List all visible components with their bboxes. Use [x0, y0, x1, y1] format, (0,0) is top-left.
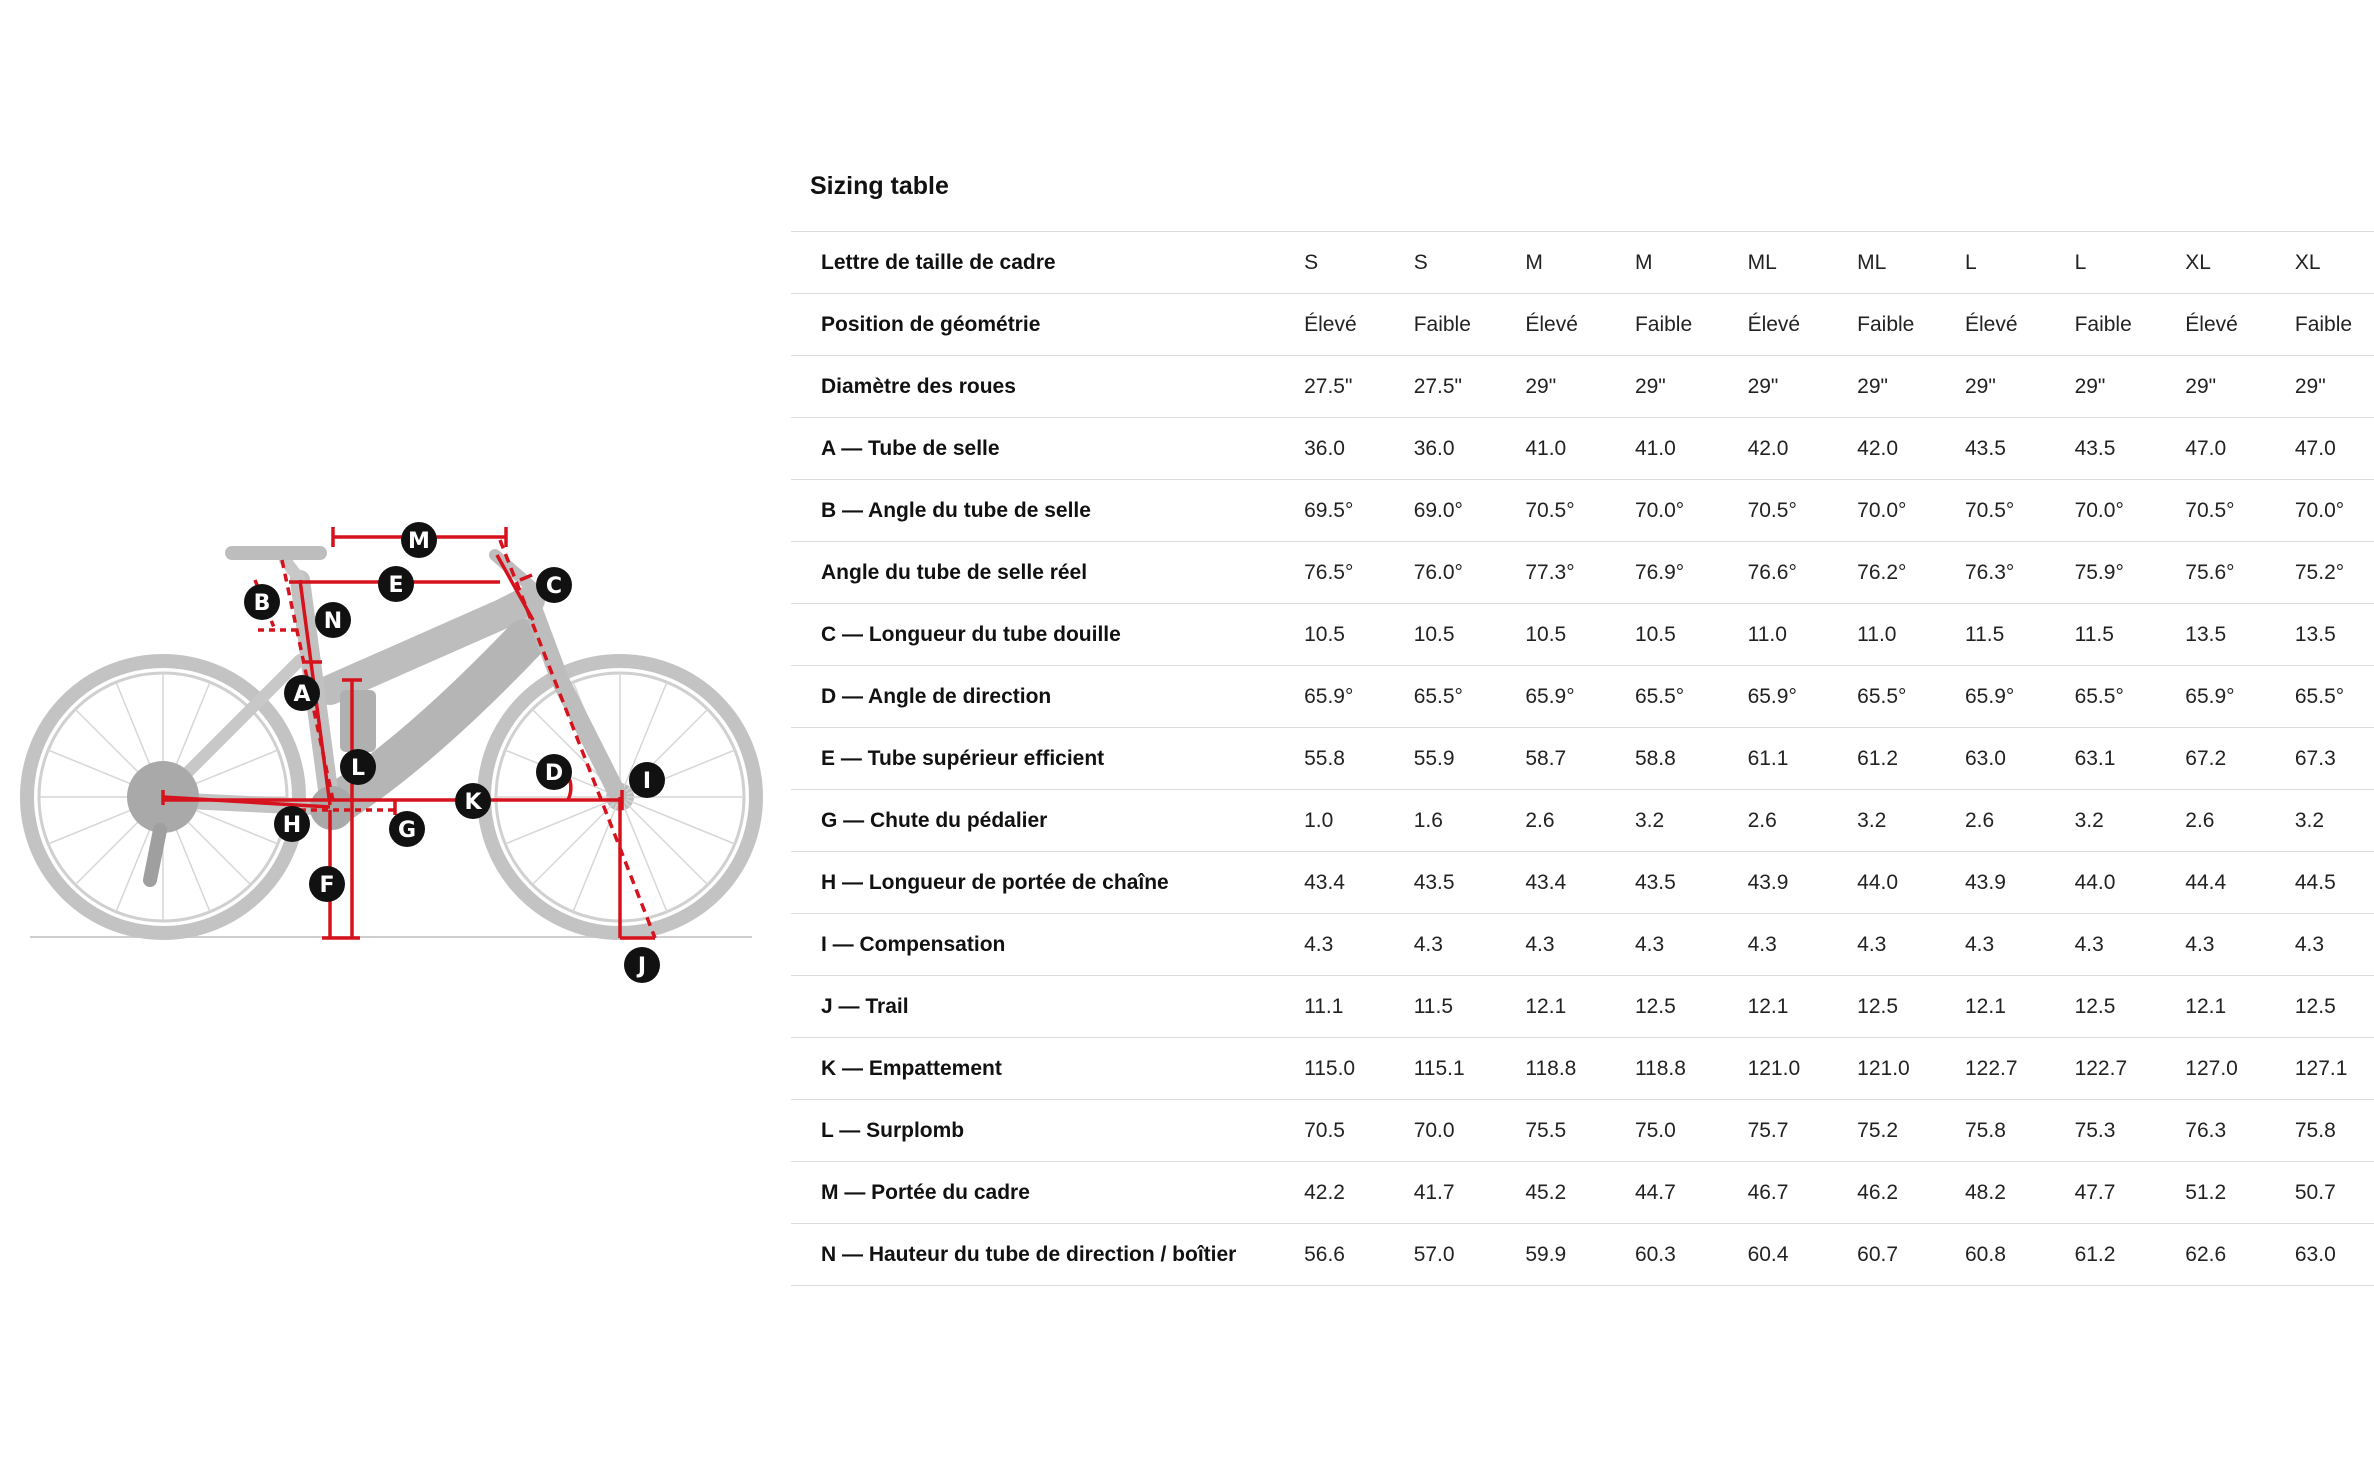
- sizing-table-body: [791, 232, 2374, 1286]
- table-cell: 122.7: [2075, 1038, 2186, 1100]
- table-cell: 13.5: [2295, 604, 2374, 666]
- svg-text:C: C: [545, 574, 563, 599]
- table-cell: 12.5: [1857, 976, 1965, 1038]
- table-row: [791, 1162, 2374, 1224]
- table-cell: 3.2: [1857, 790, 1965, 852]
- table-cell: 47.0: [2185, 418, 2295, 480]
- table-row: [791, 418, 2374, 480]
- table-row: [791, 542, 2374, 604]
- svg-text:L: L: [350, 756, 366, 781]
- table-cell: 46.2: [1857, 1162, 1965, 1224]
- table-cell: 118.8: [1525, 1038, 1635, 1100]
- table-cell: 4.3: [1635, 914, 1748, 976]
- table-row: [791, 790, 2374, 852]
- table-cell: 75.5: [1525, 1100, 1635, 1162]
- svg-text:H: H: [282, 813, 302, 838]
- row-label: J — Trail: [791, 976, 1304, 1038]
- table-cell: 57.0: [1414, 1224, 1526, 1286]
- table-cell: M: [1525, 232, 1635, 294]
- table-cell: 10.5: [1414, 604, 1526, 666]
- table-cell: 121.0: [1857, 1038, 1965, 1100]
- table-cell: 4.3: [1748, 914, 1858, 976]
- table-cell: 70.5: [1304, 1100, 1414, 1162]
- table-cell: 29": [2295, 356, 2374, 418]
- table-cell: 45.2: [1525, 1162, 1635, 1224]
- table-cell: 127.0: [2185, 1038, 2295, 1100]
- table-cell: 2.6: [2185, 790, 2295, 852]
- badge-l: [340, 749, 376, 785]
- bike-frame: [127, 553, 618, 880]
- table-cell: 76.3: [2185, 1100, 2295, 1162]
- table-cell: 36.0: [1414, 418, 1526, 480]
- table-cell: 29": [1965, 356, 2075, 418]
- table-cell: 29": [2075, 356, 2186, 418]
- badge-h: [274, 806, 310, 842]
- table-cell: 46.7: [1748, 1162, 1858, 1224]
- table-cell: 65.5°: [2295, 666, 2374, 728]
- table-cell: 11.0: [1748, 604, 1858, 666]
- table-cell: 70.0°: [2075, 480, 2186, 542]
- row-label: E — Tube supérieur efficient: [791, 728, 1304, 790]
- table-row: [791, 232, 2374, 294]
- table-row: [791, 604, 2374, 666]
- table-cell: 4.3: [2075, 914, 2186, 976]
- table-cell: 42.0: [1748, 418, 1858, 480]
- badge-j: [624, 947, 660, 983]
- table-cell: 3.2: [2295, 790, 2374, 852]
- badge-n: [315, 602, 351, 638]
- table-cell: M: [1635, 232, 1748, 294]
- table-cell: 75.3: [2075, 1100, 2186, 1162]
- table-cell: 12.5: [1635, 976, 1748, 1038]
- table-cell: 47.7: [2075, 1162, 2186, 1224]
- table-cell: 11.5: [1414, 976, 1526, 1038]
- table-cell: 11.1: [1304, 976, 1414, 1038]
- table-cell: 44.5: [2295, 852, 2374, 914]
- table-cell: 44.7: [1635, 1162, 1748, 1224]
- svg-text:K: K: [464, 790, 482, 815]
- svg-text:G: G: [397, 818, 417, 843]
- table-cell: 56.6: [1304, 1224, 1414, 1286]
- table-cell: 76.0°: [1414, 542, 1526, 604]
- table-cell: 4.3: [1857, 914, 1965, 976]
- table-cell: 29": [1635, 356, 1748, 418]
- table-cell: 10.5: [1525, 604, 1635, 666]
- row-label: H — Longueur de portée de chaîne: [791, 852, 1304, 914]
- table-cell: 1.0: [1304, 790, 1414, 852]
- table-cell: 44.4: [2185, 852, 2295, 914]
- table-cell: 29": [1525, 356, 1635, 418]
- table-cell: 44.0: [1857, 852, 1965, 914]
- svg-text:A: A: [293, 682, 311, 707]
- table-cell: 51.2: [2185, 1162, 2295, 1224]
- table-cell: 43.9: [1748, 852, 1858, 914]
- table-cell: 2.6: [1748, 790, 1858, 852]
- table-cell: 65.5°: [1857, 666, 1965, 728]
- table-row: [791, 914, 2374, 976]
- table-cell: 12.5: [2295, 976, 2374, 1038]
- table-cell: 118.8: [1635, 1038, 1748, 1100]
- table-cell: 67.2: [2185, 728, 2295, 790]
- table-cell: Faible: [2295, 294, 2374, 356]
- sizing-table-title: Sizing table: [810, 172, 949, 200]
- table-cell: 60.3: [1635, 1224, 1748, 1286]
- svg-text:E: E: [388, 573, 404, 598]
- table-row: [791, 1038, 2374, 1100]
- row-label: I — Compensation: [791, 914, 1304, 976]
- table-cell: 70.5°: [1965, 480, 2075, 542]
- table-cell: 61.1: [1748, 728, 1858, 790]
- table-cell: 47.0: [2295, 418, 2374, 480]
- table-cell: 2.6: [1525, 790, 1635, 852]
- table-cell: Faible: [1857, 294, 1965, 356]
- table-cell: 58.8: [1635, 728, 1748, 790]
- table-cell: 75.2°: [2295, 542, 2374, 604]
- table-cell: 36.0: [1304, 418, 1414, 480]
- table-cell: 70.5°: [1748, 480, 1858, 542]
- table-cell: 65.5°: [2075, 666, 2186, 728]
- table-cell: 59.9: [1525, 1224, 1635, 1286]
- row-label: L — Surplomb: [791, 1100, 1304, 1162]
- table-cell: Faible: [1414, 294, 1526, 356]
- table-cell: 55.9: [1414, 728, 1526, 790]
- table-cell: 61.2: [2075, 1224, 2186, 1286]
- badge-m: [401, 522, 437, 558]
- table-cell: 62.6: [2185, 1224, 2295, 1286]
- table-cell: 12.1: [2185, 976, 2295, 1038]
- row-label: M — Portée du cadre: [791, 1162, 1304, 1224]
- table-cell: 43.5: [1635, 852, 1748, 914]
- table-cell: 43.4: [1525, 852, 1635, 914]
- table-cell: 13.5: [2185, 604, 2295, 666]
- table-cell: Faible: [2075, 294, 2186, 356]
- table-cell: 76.2°: [1857, 542, 1965, 604]
- table-cell: 10.5: [1304, 604, 1414, 666]
- table-cell: 65.9°: [1965, 666, 2075, 728]
- table-cell: 58.7: [1525, 728, 1635, 790]
- table-row: [791, 1100, 2374, 1162]
- table-cell: 42.2: [1304, 1162, 1414, 1224]
- table-row: [791, 728, 2374, 790]
- table-cell: XL: [2295, 232, 2374, 294]
- table-cell: 75.8: [2295, 1100, 2374, 1162]
- table-row: [791, 666, 2374, 728]
- table-cell: 70.0°: [1635, 480, 1748, 542]
- table-cell: 69.0°: [1414, 480, 1526, 542]
- table-cell: 11.5: [2075, 604, 2186, 666]
- badge-a: [284, 675, 320, 711]
- badge-f: [309, 866, 345, 902]
- badge-e: [378, 566, 414, 602]
- table-cell: 70.0: [1414, 1100, 1526, 1162]
- table-cell: 12.1: [1525, 976, 1635, 1038]
- table-cell: 44.0: [2075, 852, 2186, 914]
- table-cell: 27.5": [1304, 356, 1414, 418]
- badge-i: [629, 762, 665, 798]
- table-cell: 29": [2185, 356, 2295, 418]
- table-cell: 48.2: [1965, 1162, 2075, 1224]
- table-cell: 12.1: [1965, 976, 2075, 1038]
- table-cell: 65.5°: [1414, 666, 1526, 728]
- table-cell: 41.0: [1635, 418, 1748, 480]
- table-cell: 43.5: [2075, 418, 2186, 480]
- table-cell: ML: [1857, 232, 1965, 294]
- table-row: [791, 480, 2374, 542]
- table-cell: 65.9°: [2185, 666, 2295, 728]
- table-cell: S: [1414, 232, 1526, 294]
- table-cell: 27.5": [1414, 356, 1526, 418]
- row-label: C — Longueur du tube douille: [791, 604, 1304, 666]
- table-cell: 122.7: [1965, 1038, 2075, 1100]
- table-cell: L: [1965, 232, 2075, 294]
- table-cell: 3.2: [1635, 790, 1748, 852]
- row-label: K — Empattement: [791, 1038, 1304, 1100]
- table-cell: 65.5°: [1635, 666, 1748, 728]
- table-row: [791, 976, 2374, 1038]
- table-cell: 75.6°: [2185, 542, 2295, 604]
- table-cell: 115.0: [1304, 1038, 1414, 1100]
- table-cell: 43.5: [1965, 418, 2075, 480]
- table-cell: 63.0: [2295, 1224, 2374, 1286]
- table-cell: 61.2: [1857, 728, 1965, 790]
- table-cell: 12.5: [2075, 976, 2186, 1038]
- table-cell: 76.6°: [1748, 542, 1858, 604]
- svg-text:M: M: [408, 529, 430, 554]
- badge-c: [536, 567, 572, 603]
- table-cell: 60.8: [1965, 1224, 2075, 1286]
- table-cell: 10.5: [1635, 604, 1748, 666]
- table-cell: 4.3: [2295, 914, 2374, 976]
- table-cell: Élevé: [1965, 294, 2075, 356]
- table-cell: 75.8: [1965, 1100, 2075, 1162]
- table-cell: 70.5°: [1525, 480, 1635, 542]
- table-cell: 70.0°: [2295, 480, 2374, 542]
- table-cell: Élevé: [1304, 294, 1414, 356]
- table-cell: 11.0: [1857, 604, 1965, 666]
- table-cell: 4.3: [2185, 914, 2295, 976]
- table-cell: ML: [1748, 232, 1858, 294]
- table-cell: 70.5°: [2185, 480, 2295, 542]
- row-label: B — Angle du tube de selle: [791, 480, 1304, 542]
- table-cell: 12.1: [1748, 976, 1858, 1038]
- table-cell: 43.5: [1414, 852, 1526, 914]
- badge-g: [389, 811, 425, 847]
- table-cell: 55.8: [1304, 728, 1414, 790]
- table-cell: 63.1: [2075, 728, 2186, 790]
- table-cell: Élevé: [2185, 294, 2295, 356]
- table-cell: 70.0°: [1857, 480, 1965, 542]
- table-cell: 29": [1857, 356, 1965, 418]
- table-cell: Faible: [1635, 294, 1748, 356]
- table-cell: 121.0: [1748, 1038, 1858, 1100]
- table-cell: 75.9°: [2075, 542, 2186, 604]
- table-cell: 2.6: [1965, 790, 2075, 852]
- table-row: [791, 294, 2374, 356]
- svg-text:J: J: [637, 954, 647, 979]
- table-cell: 4.3: [1965, 914, 2075, 976]
- table-row: [791, 356, 2374, 418]
- badge-b: [244, 584, 280, 620]
- svg-text:F: F: [319, 873, 335, 898]
- table-row: [791, 1224, 2374, 1286]
- table-cell: 76.5°: [1304, 542, 1414, 604]
- badge-d: [536, 754, 572, 790]
- table-cell: 127.1: [2295, 1038, 2374, 1100]
- table-cell: S: [1304, 232, 1414, 294]
- row-label: D — Angle de direction: [791, 666, 1304, 728]
- table-cell: 1.6: [1414, 790, 1526, 852]
- row-label: Angle du tube de selle réel: [791, 542, 1304, 604]
- table-cell: 75.2: [1857, 1100, 1965, 1162]
- table-cell: 75.7: [1748, 1100, 1858, 1162]
- row-label: Position de géométrie: [791, 294, 1304, 356]
- table-cell: 63.0: [1965, 728, 2075, 790]
- table-cell: 76.3°: [1965, 542, 2075, 604]
- table-cell: 41.7: [1414, 1162, 1526, 1224]
- svg-text:D: D: [544, 761, 564, 786]
- table-cell: 65.9°: [1525, 666, 1635, 728]
- row-label: Diamètre des roues: [791, 356, 1304, 418]
- svg-text:I: I: [642, 769, 652, 794]
- row-label: N — Hauteur du tube de direction / boîtier: [791, 1224, 1304, 1286]
- table-cell: 41.0: [1525, 418, 1635, 480]
- row-label: Lettre de taille de cadre: [791, 232, 1304, 294]
- table-cell: 67.3: [2295, 728, 2374, 790]
- table-cell: 65.9°: [1748, 666, 1858, 728]
- table-cell: 69.5°: [1304, 480, 1414, 542]
- table-cell: 75.0: [1635, 1100, 1748, 1162]
- sizing-table: [791, 231, 2374, 1286]
- table-cell: 11.5: [1965, 604, 2075, 666]
- table-cell: 60.4: [1748, 1224, 1858, 1286]
- badge-k: [455, 783, 491, 819]
- table-cell: 43.9: [1965, 852, 2075, 914]
- table-cell: 76.9°: [1635, 542, 1748, 604]
- table-cell: 50.7: [2295, 1162, 2374, 1224]
- table-cell: Élevé: [1748, 294, 1858, 356]
- table-cell: 42.0: [1857, 418, 1965, 480]
- row-label: A — Tube de selle: [791, 418, 1304, 480]
- table-cell: 3.2: [2075, 790, 2186, 852]
- svg-text:B: B: [253, 591, 271, 616]
- row-label: G — Chute du pédalier: [791, 790, 1304, 852]
- table-cell: 65.9°: [1304, 666, 1414, 728]
- bike-geometry-diagram: [0, 0, 780, 1484]
- table-cell: 115.1: [1414, 1038, 1526, 1100]
- table-cell: 4.3: [1304, 914, 1414, 976]
- table-cell: 60.7: [1857, 1224, 1965, 1286]
- table-cell: 4.3: [1414, 914, 1526, 976]
- table-cell: XL: [2185, 232, 2295, 294]
- table-cell: L: [2075, 232, 2186, 294]
- table-cell: Élevé: [1525, 294, 1635, 356]
- table-cell: 29": [1748, 356, 1858, 418]
- table-cell: 4.3: [1525, 914, 1635, 976]
- svg-text:N: N: [323, 609, 343, 634]
- table-cell: 43.4: [1304, 852, 1414, 914]
- table-row: [791, 852, 2374, 914]
- table-cell: 77.3°: [1525, 542, 1635, 604]
